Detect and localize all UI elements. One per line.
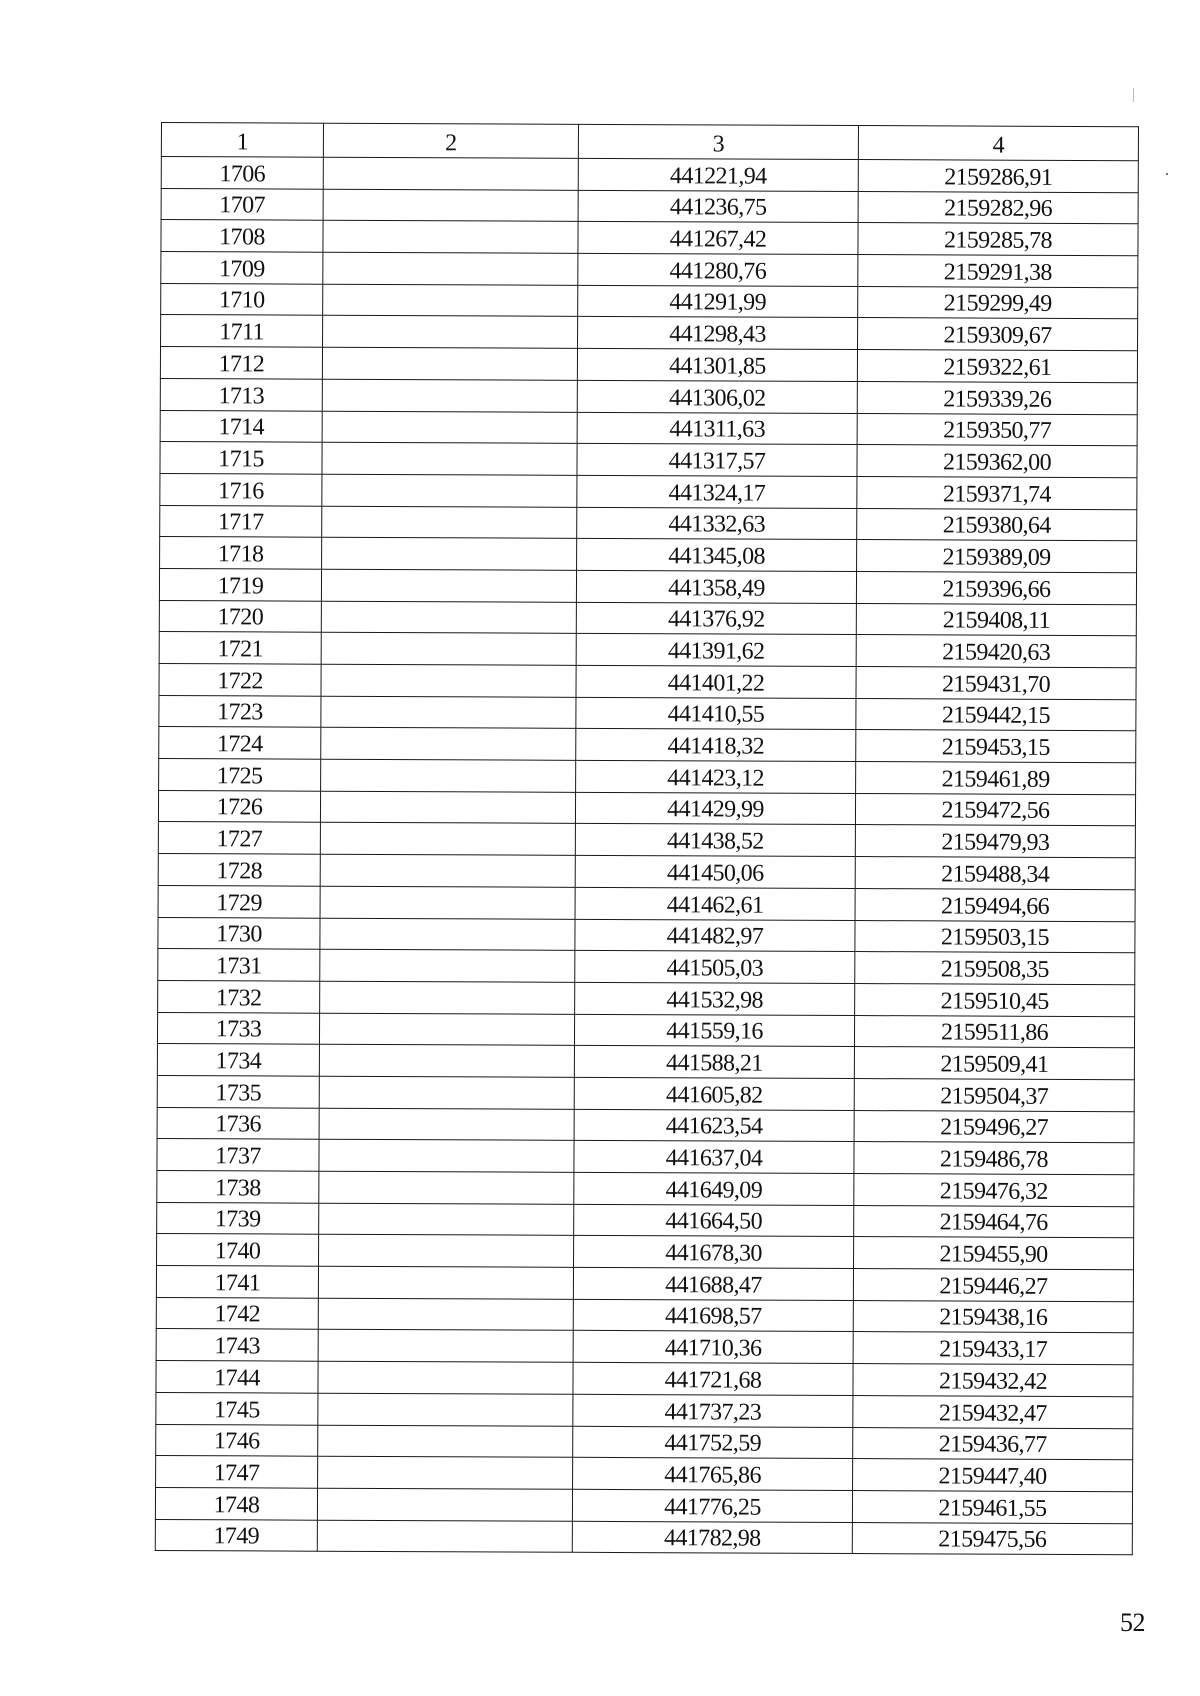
- table-row: [157, 1075, 1134, 1111]
- column-header: 3: [578, 124, 858, 159]
- coordinate-table: [155, 122, 1139, 1556]
- description-cell: [321, 569, 576, 602]
- x-coordinate-cell: 441267,42: [578, 222, 858, 255]
- y-coordinate-cell: 2159291,38: [858, 255, 1138, 288]
- description-cell: [323, 157, 578, 190]
- description-cell: [318, 1456, 573, 1489]
- x-coordinate-cell: 441649,09: [574, 1172, 854, 1205]
- description-cell: [322, 411, 577, 444]
- point-number-cell: 1749: [155, 1519, 317, 1551]
- table-row: [157, 1107, 1134, 1143]
- x-coordinate-cell: 441721,68: [573, 1362, 853, 1395]
- y-coordinate-cell: 2159432,47: [853, 1395, 1133, 1428]
- point-number-cell: 1706: [161, 157, 323, 189]
- description-cell: [322, 537, 577, 570]
- description-cell: [320, 949, 575, 982]
- table-row: [159, 632, 1136, 668]
- description-cell: [321, 601, 576, 634]
- table-row: [156, 1297, 1133, 1333]
- y-coordinate-cell: 2159350,77: [857, 413, 1137, 446]
- y-coordinate-cell: 2159431,70: [856, 667, 1136, 700]
- table-row: [161, 252, 1138, 288]
- table-row: [158, 822, 1135, 858]
- point-number-cell: 1721: [159, 632, 321, 664]
- x-coordinate-cell: 441291,99: [578, 285, 858, 318]
- y-coordinate-cell: 2159389,09: [857, 540, 1137, 573]
- x-coordinate-cell: 441505,03: [575, 951, 855, 984]
- table-row: [158, 917, 1135, 953]
- x-coordinate-cell: 441462,61: [575, 887, 855, 920]
- table-row: [156, 1424, 1133, 1460]
- point-number-cell: 1709: [161, 252, 323, 284]
- point-number-cell: 1737: [157, 1139, 319, 1171]
- x-coordinate-cell: 441418,32: [576, 729, 856, 762]
- point-number-cell: 1741: [156, 1266, 318, 1298]
- table-row: [159, 727, 1136, 763]
- description-cell: [319, 1140, 574, 1173]
- description-cell: [323, 316, 578, 349]
- description-cell: [322, 442, 577, 475]
- point-number-cell: 1747: [156, 1456, 318, 1488]
- y-coordinate-cell: 2159486,78: [854, 1142, 1134, 1175]
- description-cell: [321, 664, 576, 697]
- point-number-cell: 1725: [159, 759, 321, 791]
- table-row: [156, 1329, 1133, 1365]
- description-cell: [318, 1361, 573, 1394]
- description-cell: [319, 1013, 574, 1046]
- description-cell: [323, 189, 578, 222]
- x-coordinate-cell: 441637,04: [574, 1141, 854, 1174]
- point-number-cell: 1730: [158, 917, 320, 949]
- description-cell: [317, 1488, 572, 1521]
- description-cell: [320, 886, 575, 919]
- y-coordinate-cell: 2159408,11: [856, 603, 1136, 636]
- x-coordinate-cell: 441450,06: [575, 855, 855, 888]
- table-row: [158, 980, 1135, 1016]
- table-row: [161, 315, 1138, 351]
- x-coordinate-cell: 441429,99: [575, 792, 855, 825]
- point-number-cell: 1729: [158, 885, 320, 917]
- point-number-cell: 1720: [159, 600, 321, 632]
- x-coordinate-cell: 441438,52: [575, 824, 855, 857]
- y-coordinate-cell: 2159504,37: [854, 1078, 1134, 1111]
- y-coordinate-cell: 2159432,42: [853, 1364, 1133, 1397]
- table-row: [156, 1392, 1133, 1428]
- y-coordinate-cell: 2159322,61: [857, 350, 1137, 383]
- x-coordinate-cell: 441332,63: [577, 507, 857, 540]
- point-number-cell: 1722: [159, 663, 321, 695]
- x-coordinate-cell: 441376,92: [576, 602, 856, 635]
- x-coordinate-cell: 441737,23: [573, 1394, 853, 1427]
- point-number-cell: 1728: [158, 854, 320, 886]
- table-row: [159, 663, 1136, 699]
- y-coordinate-cell: 2159380,64: [857, 508, 1137, 541]
- point-number-cell: 1707: [161, 188, 323, 220]
- description-cell: [318, 1393, 573, 1426]
- point-number-cell: 1736: [157, 1107, 319, 1139]
- description-cell: [319, 1171, 574, 1204]
- y-coordinate-cell: 2159362,00: [857, 445, 1137, 478]
- x-coordinate-cell: 441698,57: [573, 1299, 853, 1332]
- table-row: [161, 157, 1138, 193]
- x-coordinate-cell: 441776,25: [572, 1489, 852, 1522]
- column-header: 2: [323, 123, 578, 158]
- description-cell: [319, 1076, 574, 1109]
- point-number-cell: 1732: [158, 980, 320, 1012]
- description-cell: [321, 696, 576, 729]
- x-coordinate-cell: 441588,21: [574, 1046, 854, 1079]
- y-coordinate-cell: 2159488,34: [855, 857, 1135, 890]
- table-row: [160, 347, 1137, 383]
- x-coordinate-cell: 441688,47: [573, 1267, 853, 1300]
- y-coordinate-cell: 2159508,35: [855, 952, 1135, 985]
- point-number-cell: 1726: [158, 790, 320, 822]
- table-row: [156, 1361, 1133, 1397]
- table-row: [158, 885, 1135, 921]
- y-coordinate-cell: 2159464,76: [854, 1205, 1134, 1238]
- x-coordinate-cell: 441678,30: [574, 1236, 854, 1269]
- y-coordinate-cell: 2159479,93: [855, 825, 1135, 858]
- table-row: [159, 568, 1136, 604]
- column-header: 1: [161, 123, 323, 158]
- description-cell: [321, 759, 576, 792]
- table-row: [157, 1012, 1134, 1048]
- scan-speck: [1166, 173, 1168, 175]
- description-cell: [322, 474, 577, 507]
- description-cell: [320, 823, 575, 856]
- table-row: [155, 1487, 1132, 1523]
- table-row: [156, 1456, 1133, 1492]
- table-row: [157, 1139, 1134, 1175]
- point-number-cell: 1714: [160, 410, 322, 442]
- description-cell: [321, 633, 576, 666]
- x-coordinate-cell: 441664,50: [574, 1204, 854, 1237]
- point-number-cell: 1745: [156, 1392, 318, 1424]
- point-number-cell: 1742: [156, 1297, 318, 1329]
- y-coordinate-cell: 2159438,16: [853, 1300, 1133, 1333]
- description-cell: [322, 379, 577, 412]
- y-coordinate-cell: 2159453,15: [856, 730, 1136, 763]
- description-cell: [323, 221, 578, 254]
- description-cell: [317, 1520, 572, 1553]
- x-coordinate-cell: 441623,54: [574, 1109, 854, 1142]
- point-number-cell: 1718: [160, 537, 322, 569]
- point-number-cell: 1746: [156, 1424, 318, 1456]
- point-number-cell: 1744: [156, 1361, 318, 1393]
- point-number-cell: 1716: [160, 473, 322, 505]
- table-row: [161, 283, 1138, 319]
- y-coordinate-cell: 2159442,15: [856, 698, 1136, 731]
- x-coordinate-cell: 441345,08: [577, 539, 857, 572]
- x-coordinate-cell: 441221,94: [578, 158, 858, 191]
- x-coordinate-cell: 441358,49: [576, 570, 856, 603]
- x-coordinate-cell: 441236,75: [578, 190, 858, 223]
- point-number-cell: 1723: [159, 695, 321, 727]
- table-row: [157, 1234, 1134, 1270]
- y-coordinate-cell: 2159511,86: [854, 1015, 1134, 1048]
- point-number-cell: 1735: [157, 1075, 319, 1107]
- point-number-cell: 1731: [158, 949, 320, 981]
- table-row: [160, 473, 1137, 509]
- description-cell: [318, 1425, 573, 1458]
- y-coordinate-cell: 2159509,41: [854, 1047, 1134, 1080]
- y-coordinate-cell: 2159446,27: [853, 1269, 1133, 1302]
- table-row: [160, 537, 1137, 573]
- point-number-cell: 1740: [157, 1234, 319, 1266]
- x-coordinate-cell: 441306,02: [577, 380, 857, 413]
- y-coordinate-cell: 2159433,17: [853, 1332, 1133, 1365]
- table-row: [155, 1519, 1132, 1555]
- point-number-cell: 1712: [160, 347, 322, 379]
- description-cell: [321, 728, 576, 761]
- description-cell: [319, 1235, 574, 1268]
- point-number-cell: 1724: [159, 727, 321, 759]
- y-coordinate-cell: 2159461,89: [856, 762, 1136, 795]
- point-number-cell: 1738: [157, 1170, 319, 1202]
- table-row: [159, 759, 1136, 795]
- y-coordinate-cell: 2159455,90: [854, 1237, 1134, 1270]
- description-cell: [319, 1108, 574, 1141]
- point-number-cell: 1708: [161, 220, 323, 252]
- table-row: [160, 505, 1137, 541]
- y-coordinate-cell: 2159282,96: [858, 191, 1138, 224]
- x-coordinate-cell: 441782,98: [572, 1521, 852, 1554]
- point-number-cell: 1739: [157, 1202, 319, 1234]
- x-coordinate-cell: 441317,57: [577, 444, 857, 477]
- description-cell: [322, 506, 577, 539]
- x-coordinate-cell: 441410,55: [576, 697, 856, 730]
- point-number-cell: 1715: [160, 442, 322, 474]
- scan-speck: [1133, 88, 1134, 102]
- x-coordinate-cell: 441311,63: [577, 412, 857, 445]
- description-cell: [320, 981, 575, 1014]
- y-coordinate-cell: 2159476,32: [854, 1174, 1134, 1207]
- x-coordinate-cell: 441482,97: [575, 919, 855, 952]
- description-cell: [319, 1203, 574, 1236]
- page-number: 52: [1120, 1608, 1145, 1637]
- y-coordinate-cell: 2159496,27: [854, 1110, 1134, 1143]
- table-row: [156, 1266, 1133, 1302]
- y-coordinate-cell: 2159461,55: [852, 1490, 1132, 1523]
- point-number-cell: 1748: [155, 1487, 317, 1519]
- table-row: [161, 220, 1138, 256]
- description-cell: [320, 854, 575, 887]
- y-coordinate-cell: 2159420,63: [856, 635, 1136, 668]
- description-cell: [319, 1044, 574, 1077]
- description-cell: [323, 284, 578, 317]
- table-row: [160, 442, 1137, 478]
- y-coordinate-cell: 2159285,78: [858, 223, 1138, 256]
- description-cell: [320, 918, 575, 951]
- x-coordinate-cell: 441710,36: [573, 1331, 853, 1364]
- y-coordinate-cell: 2159494,66: [855, 888, 1135, 921]
- table-row: [157, 1044, 1134, 1080]
- table-row: [161, 188, 1138, 224]
- x-coordinate-cell: 441280,76: [578, 253, 858, 286]
- point-number-cell: 1717: [160, 505, 322, 537]
- y-coordinate-cell: 2159503,15: [855, 920, 1135, 953]
- y-coordinate-cell: 2159396,66: [856, 571, 1136, 604]
- x-coordinate-cell: 441765,86: [573, 1457, 853, 1490]
- y-coordinate-cell: 2159286,91: [858, 160, 1138, 193]
- y-coordinate-cell: 2159475,56: [852, 1522, 1132, 1555]
- point-number-cell: 1743: [156, 1329, 318, 1361]
- x-coordinate-cell: 441752,59: [573, 1426, 853, 1459]
- point-number-cell: 1727: [158, 822, 320, 854]
- x-coordinate-cell: 441391,62: [576, 634, 856, 667]
- table-row: [160, 378, 1137, 414]
- point-number-cell: 1710: [161, 283, 323, 315]
- y-coordinate-cell: 2159299,49: [858, 286, 1138, 319]
- table-row: [157, 1202, 1134, 1238]
- column-header: 4: [858, 126, 1138, 161]
- description-cell: [323, 252, 578, 285]
- y-coordinate-cell: 2159472,56: [855, 793, 1135, 826]
- y-coordinate-cell: 2159510,45: [855, 983, 1135, 1016]
- table-row: [158, 949, 1135, 985]
- description-cell: [322, 347, 577, 380]
- table-body: [155, 157, 1138, 1555]
- table-row: [159, 695, 1136, 731]
- description-cell: [318, 1298, 573, 1331]
- x-coordinate-cell: 441532,98: [575, 982, 855, 1015]
- point-number-cell: 1734: [157, 1044, 319, 1076]
- y-coordinate-cell: 2159339,26: [857, 381, 1137, 414]
- x-coordinate-cell: 441559,16: [574, 1014, 854, 1047]
- table-header-row: [161, 123, 1138, 161]
- table-row: [158, 790, 1135, 826]
- y-coordinate-cell: 2159447,40: [853, 1459, 1133, 1492]
- x-coordinate-cell: 441605,82: [574, 1077, 854, 1110]
- table-row: [160, 410, 1137, 446]
- point-number-cell: 1711: [161, 315, 323, 347]
- point-number-cell: 1713: [160, 378, 322, 410]
- table-row: [159, 600, 1136, 636]
- x-coordinate-cell: 441324,17: [577, 475, 857, 508]
- point-number-cell: 1733: [157, 1012, 319, 1044]
- description-cell: [320, 791, 575, 824]
- table-row: [157, 1170, 1134, 1206]
- x-coordinate-cell: 441301,85: [577, 348, 857, 381]
- point-number-cell: 1719: [159, 568, 321, 600]
- description-cell: [318, 1330, 573, 1363]
- x-coordinate-cell: 441298,43: [578, 317, 858, 350]
- table-row: [158, 854, 1135, 890]
- y-coordinate-cell: 2159309,67: [858, 318, 1138, 351]
- y-coordinate-cell: 2159371,74: [857, 476, 1137, 509]
- description-cell: [318, 1266, 573, 1299]
- y-coordinate-cell: 2159436,77: [853, 1427, 1133, 1460]
- x-coordinate-cell: 441401,22: [576, 665, 856, 698]
- x-coordinate-cell: 441423,12: [576, 760, 856, 793]
